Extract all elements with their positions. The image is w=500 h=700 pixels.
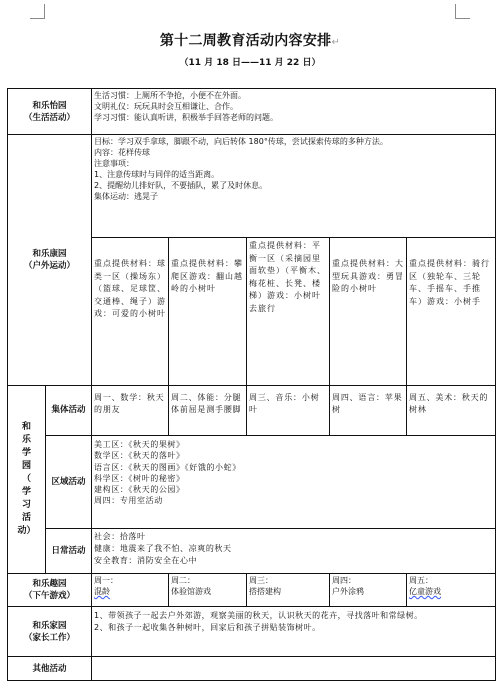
afternoon-day: 周一： 混龄: [92, 574, 169, 607]
section-study-label: 和 乐 学 园 （ 学 习 活 动）: [8, 386, 46, 574]
life-line: 文明礼仪：玩玩具时会互相谦让、合作。: [94, 102, 239, 111]
home-line: 2、和孩子一起收集各种树叶，回家后和孩子拼贴装饰树叶。: [94, 623, 321, 632]
daily-line: 健康：地震来了我不怕、凉爽的秋天: [94, 544, 232, 553]
home-content: [92, 607, 496, 657]
home-line: 1、带领孩子一起去户外郊游，观察美丽的秋天，认识秋天的花卉，寻找落叶和常绿树。: [94, 611, 423, 620]
area-line: 美工区：《秋天的果树》: [94, 440, 185, 449]
life-line: 生活习惯：上厕所不争抢，小便不在外面。: [94, 91, 247, 100]
section-outdoor-label: 和乐康园 （户外运动）: [8, 135, 92, 386]
schedule-table: [7, 88, 496, 681]
outdoor-line: 目标：学习双手拿球，脚跟不动，向后转体 180°传球，尝试探索传球的多种方法。: [94, 137, 388, 146]
document-title: [0, 30, 500, 50]
outdoor-line: 集体运动：逃晃子: [94, 192, 159, 201]
afternoon-day: 周三： 搭搭建构: [247, 574, 330, 607]
page-corner-mark-left: [30, 4, 45, 19]
daily-content: [92, 529, 496, 574]
afternoon-day: 周二： 体验馆游戏: [169, 574, 247, 607]
zone-cell: 重点提供材料：球类一区（操场东）（篮球、足球筐、交通棒、绳子）游戏：可爱的小树叶: [92, 238, 169, 386]
title-text: 第十二周教育活动内容安排: [159, 33, 332, 49]
row-outdoor-goal: [8, 135, 496, 238]
outdoor-line: 1、注意传球时与同伴的适当距离。: [94, 170, 220, 179]
page-corner-mark-right: [455, 4, 470, 19]
daily-line: 安全教育：消防安全在心中: [94, 556, 198, 565]
area-activity-label: 区域活动: [46, 436, 92, 529]
row-afternoon: [8, 574, 496, 607]
group-activity-day: 周三、音乐：小树叶: [247, 386, 330, 436]
section-home-label: 和乐家园 （家长工作）: [8, 607, 92, 657]
life-line: 学习习惯：能认真听讲，积极举手回答老师的问题。: [94, 113, 279, 122]
area-line: 语言区：《秋天的图画》《好饿的小蛇》: [94, 462, 241, 472]
outdoor-line: 2、提醒幼儿排好队，不要插队，累了及时休息。: [94, 181, 268, 190]
group-activity-day: 周四、语言：苹果树: [330, 386, 407, 436]
afternoon-day: 周五： 亿童游戏: [407, 574, 496, 607]
area-line: 周四：专用室活动: [94, 496, 163, 506]
row-study-group: [8, 386, 496, 436]
zone-cell: 重点提供材料：平衡一区（采摘园里面软垫）（平衡木、梅花桩、长凳、楼梯）游戏：小树叶去旅行: [247, 238, 330, 386]
group-activity-day: 周五、美术：秋天的树林: [407, 386, 496, 436]
life-content: [92, 89, 496, 135]
other-content: [92, 657, 496, 681]
paragraph-mark-icon: ↵: [331, 37, 341, 48]
daily-activity-label: 日常活动: [46, 529, 92, 574]
area-line: 科学区：《树叶的秘密》: [94, 473, 185, 483]
section-afternoon-label: 和乐趣园 （下午游戏）: [8, 574, 92, 607]
group-activity-label: 集体活动: [46, 386, 92, 436]
group-activity-day: 周二、体能：分腿体前屈是测手腰脚: [169, 386, 247, 436]
daily-line: 社会：拾落叶: [94, 532, 146, 541]
row-life: [8, 89, 496, 135]
row-study-daily: [8, 529, 496, 574]
outdoor-line: 注意事项：: [94, 159, 135, 168]
area-line: 建构区：《秋天的公园》: [94, 485, 185, 495]
zone-cell: 重点提供材料：攀爬区游戏：翻山越岭的小树叶: [169, 238, 247, 386]
section-life-label: 和乐怡园 （生活活动）: [8, 89, 92, 135]
group-activity-day: 周一、数学：秋天的朋友: [92, 386, 169, 436]
row-other: [8, 657, 496, 681]
area-content: [92, 436, 496, 529]
afternoon-day: 周四： 户外涂鸦: [330, 574, 407, 607]
zone-cell: 重点提供材料：骑行区（独轮车、三轮车、手摇车、手推车）游戏：小树手: [407, 238, 496, 386]
row-study-area: [8, 436, 496, 529]
date-range: （11 月 18 日——11 月 22 日）: [179, 58, 321, 68]
row-home: [8, 607, 496, 657]
outdoor-line: 内容：花样传球: [94, 148, 151, 157]
section-other-label: 其他活动: [8, 657, 92, 681]
outdoor-content: [92, 135, 496, 238]
zone-cell: 重点提供材料：大型玩具游戏：勇冒险的小树叶: [330, 238, 407, 386]
area-line: 数学区：《秋天的落叶》: [94, 451, 185, 461]
